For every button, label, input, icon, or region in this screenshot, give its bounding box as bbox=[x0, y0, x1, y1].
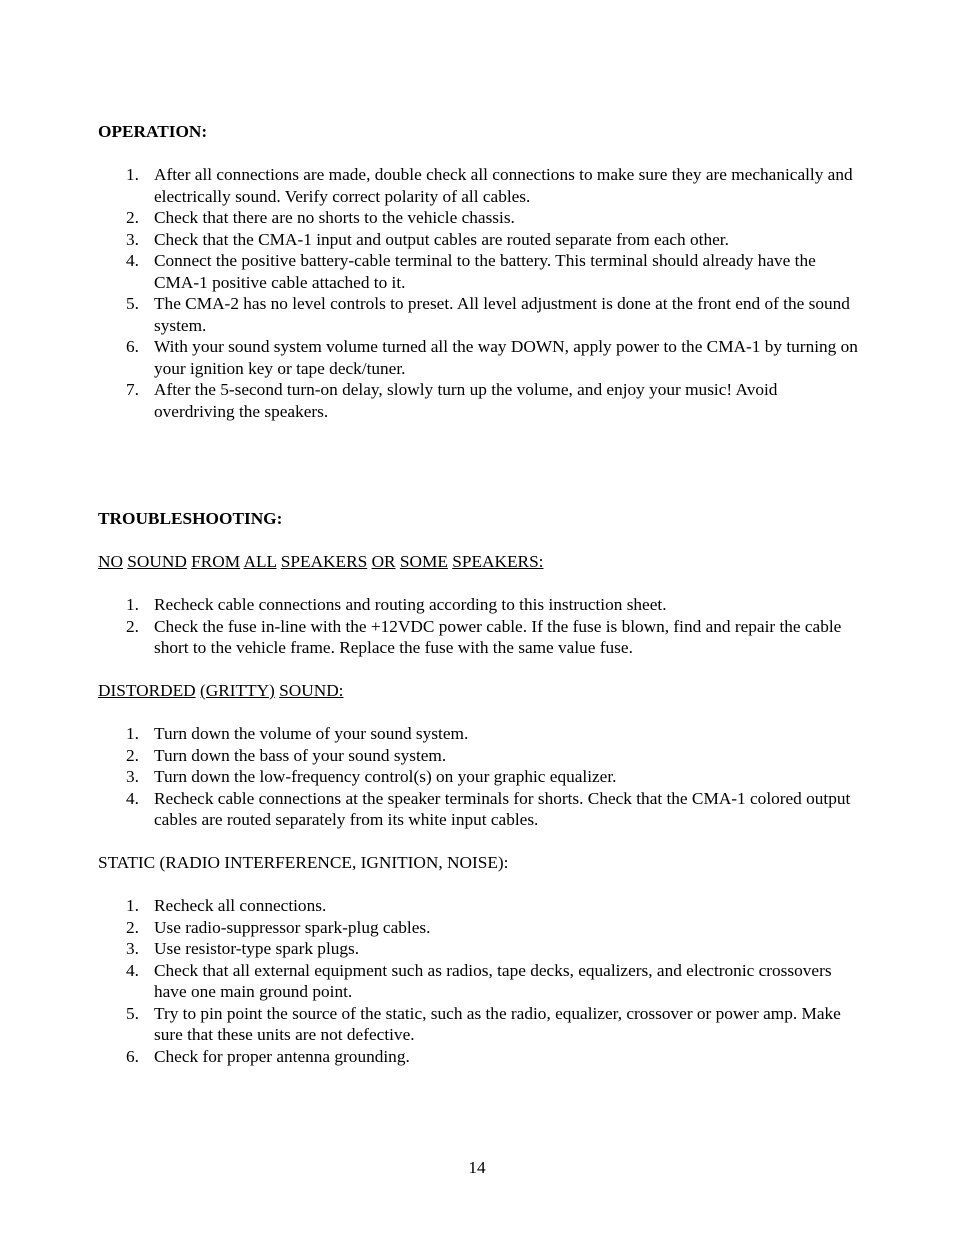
list-item: 7. After the 5-second turn-on delay, slowly turn up the volume, and enjoy your music! Avoid overdriving the speakers. bbox=[126, 380, 778, 421]
list-item: 6. With your sound system volume turned all the way DOWN, apply power to the CMA-1 by turning on your ignition key or tape deck/tuner. bbox=[126, 337, 858, 378]
list-item-text: Recheck cable connections at the speaker terminals for shorts. Check that the CMA-1 colored output cables are routed separately from its white input cables. bbox=[154, 788, 851, 829]
list-item: 5. The CMA-2 has no level controls to preset. All level adjustment is done at the front end of the sound system. bbox=[126, 294, 850, 335]
list-item-text: Connect the positive battery-cable terminal to the battery. This terminal should already have the CMA-1 positive cable attached to it. bbox=[154, 251, 816, 292]
list-item: 4. Recheck cable connections at the speaker terminals for shorts. Check that the CMA-1 colored output cables are routed separately from its white input cables. bbox=[126, 788, 851, 829]
static-subheading: STATIC (RADIO INTERFERENCE, IGNITION, NOISE): bbox=[98, 853, 509, 872]
list-item: 2. Turn down the bass of your sound system. bbox=[126, 745, 447, 765]
list-item: 2. Check that there are no shorts to the vehicle chassis. bbox=[126, 208, 515, 227]
list-item-text: After all connections are made, double check all connections to make sure they are mechanically and electrically sound. Verify correct polarity of all cables. bbox=[154, 165, 853, 206]
no-sound-list bbox=[98, 594, 862, 659]
list-item: 2. Check the fuse in-line with the +12VDC power cable. If the fuse is blown, find and repair the cable short to the vehicle frame. Replace the fuse with the same value fuse. bbox=[126, 616, 842, 657]
list-item: 1. Recheck all connections. bbox=[126, 896, 327, 915]
list-item-text: Check that the CMA-1 input and output cables are routed separate from each other. bbox=[154, 229, 729, 249]
list-item: 3. Check that the CMA-1 input and output cables are routed separate from each other. bbox=[126, 229, 729, 249]
distorted-sound-list bbox=[98, 723, 862, 831]
list-item-text: After the 5-second turn-on delay, slowly turn up the volume, and enjoy your music! Avoid overdriving the speakers. bbox=[154, 380, 778, 421]
list-item: 5. Try to pin point the source of the static, such as the radio, equalizer, crossover or power amp. Make sure that these units are not defective. bbox=[126, 1003, 841, 1044]
list-item-text: Check the fuse in-line with the +12VDC power cable. If the fuse is blown, find and repair the cable short to the vehicle frame. Replace the fuse with the same value fuse. bbox=[154, 616, 842, 657]
list-item-text: Turn down the low-frequency control(s) on your graphic equalizer. bbox=[154, 767, 617, 786]
list-item: 1. Recheck cable connections and routing according to this instruction sheet. bbox=[126, 595, 667, 614]
page-number: 14 bbox=[468, 1158, 486, 1177]
list-item: 3. Use resistor-type spark plugs. bbox=[126, 939, 360, 958]
list-item-text: Use radio-suppressor spark-plug cables. bbox=[154, 917, 431, 937]
list-item-text: The CMA-2 has no level controls to preset. All level adjustment is done at the front end of the sound system. bbox=[154, 294, 850, 335]
list-item-text: Recheck cable connections and routing according to this instruction sheet. bbox=[154, 595, 667, 614]
document-page bbox=[98, 121, 862, 1067]
list-item-text: Check that there are no shorts to the vehicle chassis. bbox=[154, 208, 515, 227]
distorted-sound-subheading: DISTORDED (GRITTY) SOUND: bbox=[98, 681, 344, 700]
operation-heading: OPERATION: bbox=[98, 122, 208, 141]
list-item-text: Use resistor-type spark plugs. bbox=[154, 939, 360, 958]
list-item-text: Turn down the bass of your sound system. bbox=[154, 745, 447, 765]
list-item-text: Try to pin point the source of the static, such as the radio, equalizer, crossover or power amp. Make sure that these units are not defective. bbox=[154, 1003, 841, 1044]
list-item: 3. Turn down the low-frequency control(s) on your graphic equalizer. bbox=[126, 767, 617, 786]
list-item: 1. Turn down the volume of your sound system. bbox=[126, 724, 469, 743]
list-item-text: Turn down the volume of your sound system. bbox=[154, 724, 469, 743]
list-item-text: Check for proper antenna grounding. bbox=[154, 1046, 410, 1066]
list-item: 2. Use radio-suppressor spark-plug cables. bbox=[126, 917, 431, 937]
static-list bbox=[98, 895, 862, 1067]
no-sound-subheading: NO SOUND FROM ALL SPEAKERS OR SOME SPEAKERS: bbox=[98, 552, 544, 571]
list-item: 1. After all connections are made, double check all connections to make sure they are mechanically and electrically sound. Verify correct polarity of all cables. bbox=[126, 165, 853, 206]
list-item: 6. Check for proper antenna grounding. bbox=[126, 1046, 410, 1066]
list-item-text: With your sound system volume turned all the way DOWN, apply power to the CMA-1 by turning on your ignition key or tape deck/tuner. bbox=[154, 337, 858, 378]
list-item-text: Check that all external equipment such as radios, tape decks, equalizers, and electronic crossovers have one main ground point. bbox=[154, 960, 832, 1001]
operation-list bbox=[98, 164, 862, 422]
list-item-text: Recheck all connections. bbox=[154, 896, 327, 915]
troubleshooting-heading: TROUBLESHOOTING: bbox=[98, 509, 283, 528]
list-item: 4. Check that all external equipment such as radios, tape decks, equalizers, and electronic crossovers have one main ground point. bbox=[126, 960, 832, 1001]
list-item: 4. Connect the positive battery-cable terminal to the battery. This terminal should already have the CMA-1 positive cable attached to it. bbox=[126, 251, 816, 292]
